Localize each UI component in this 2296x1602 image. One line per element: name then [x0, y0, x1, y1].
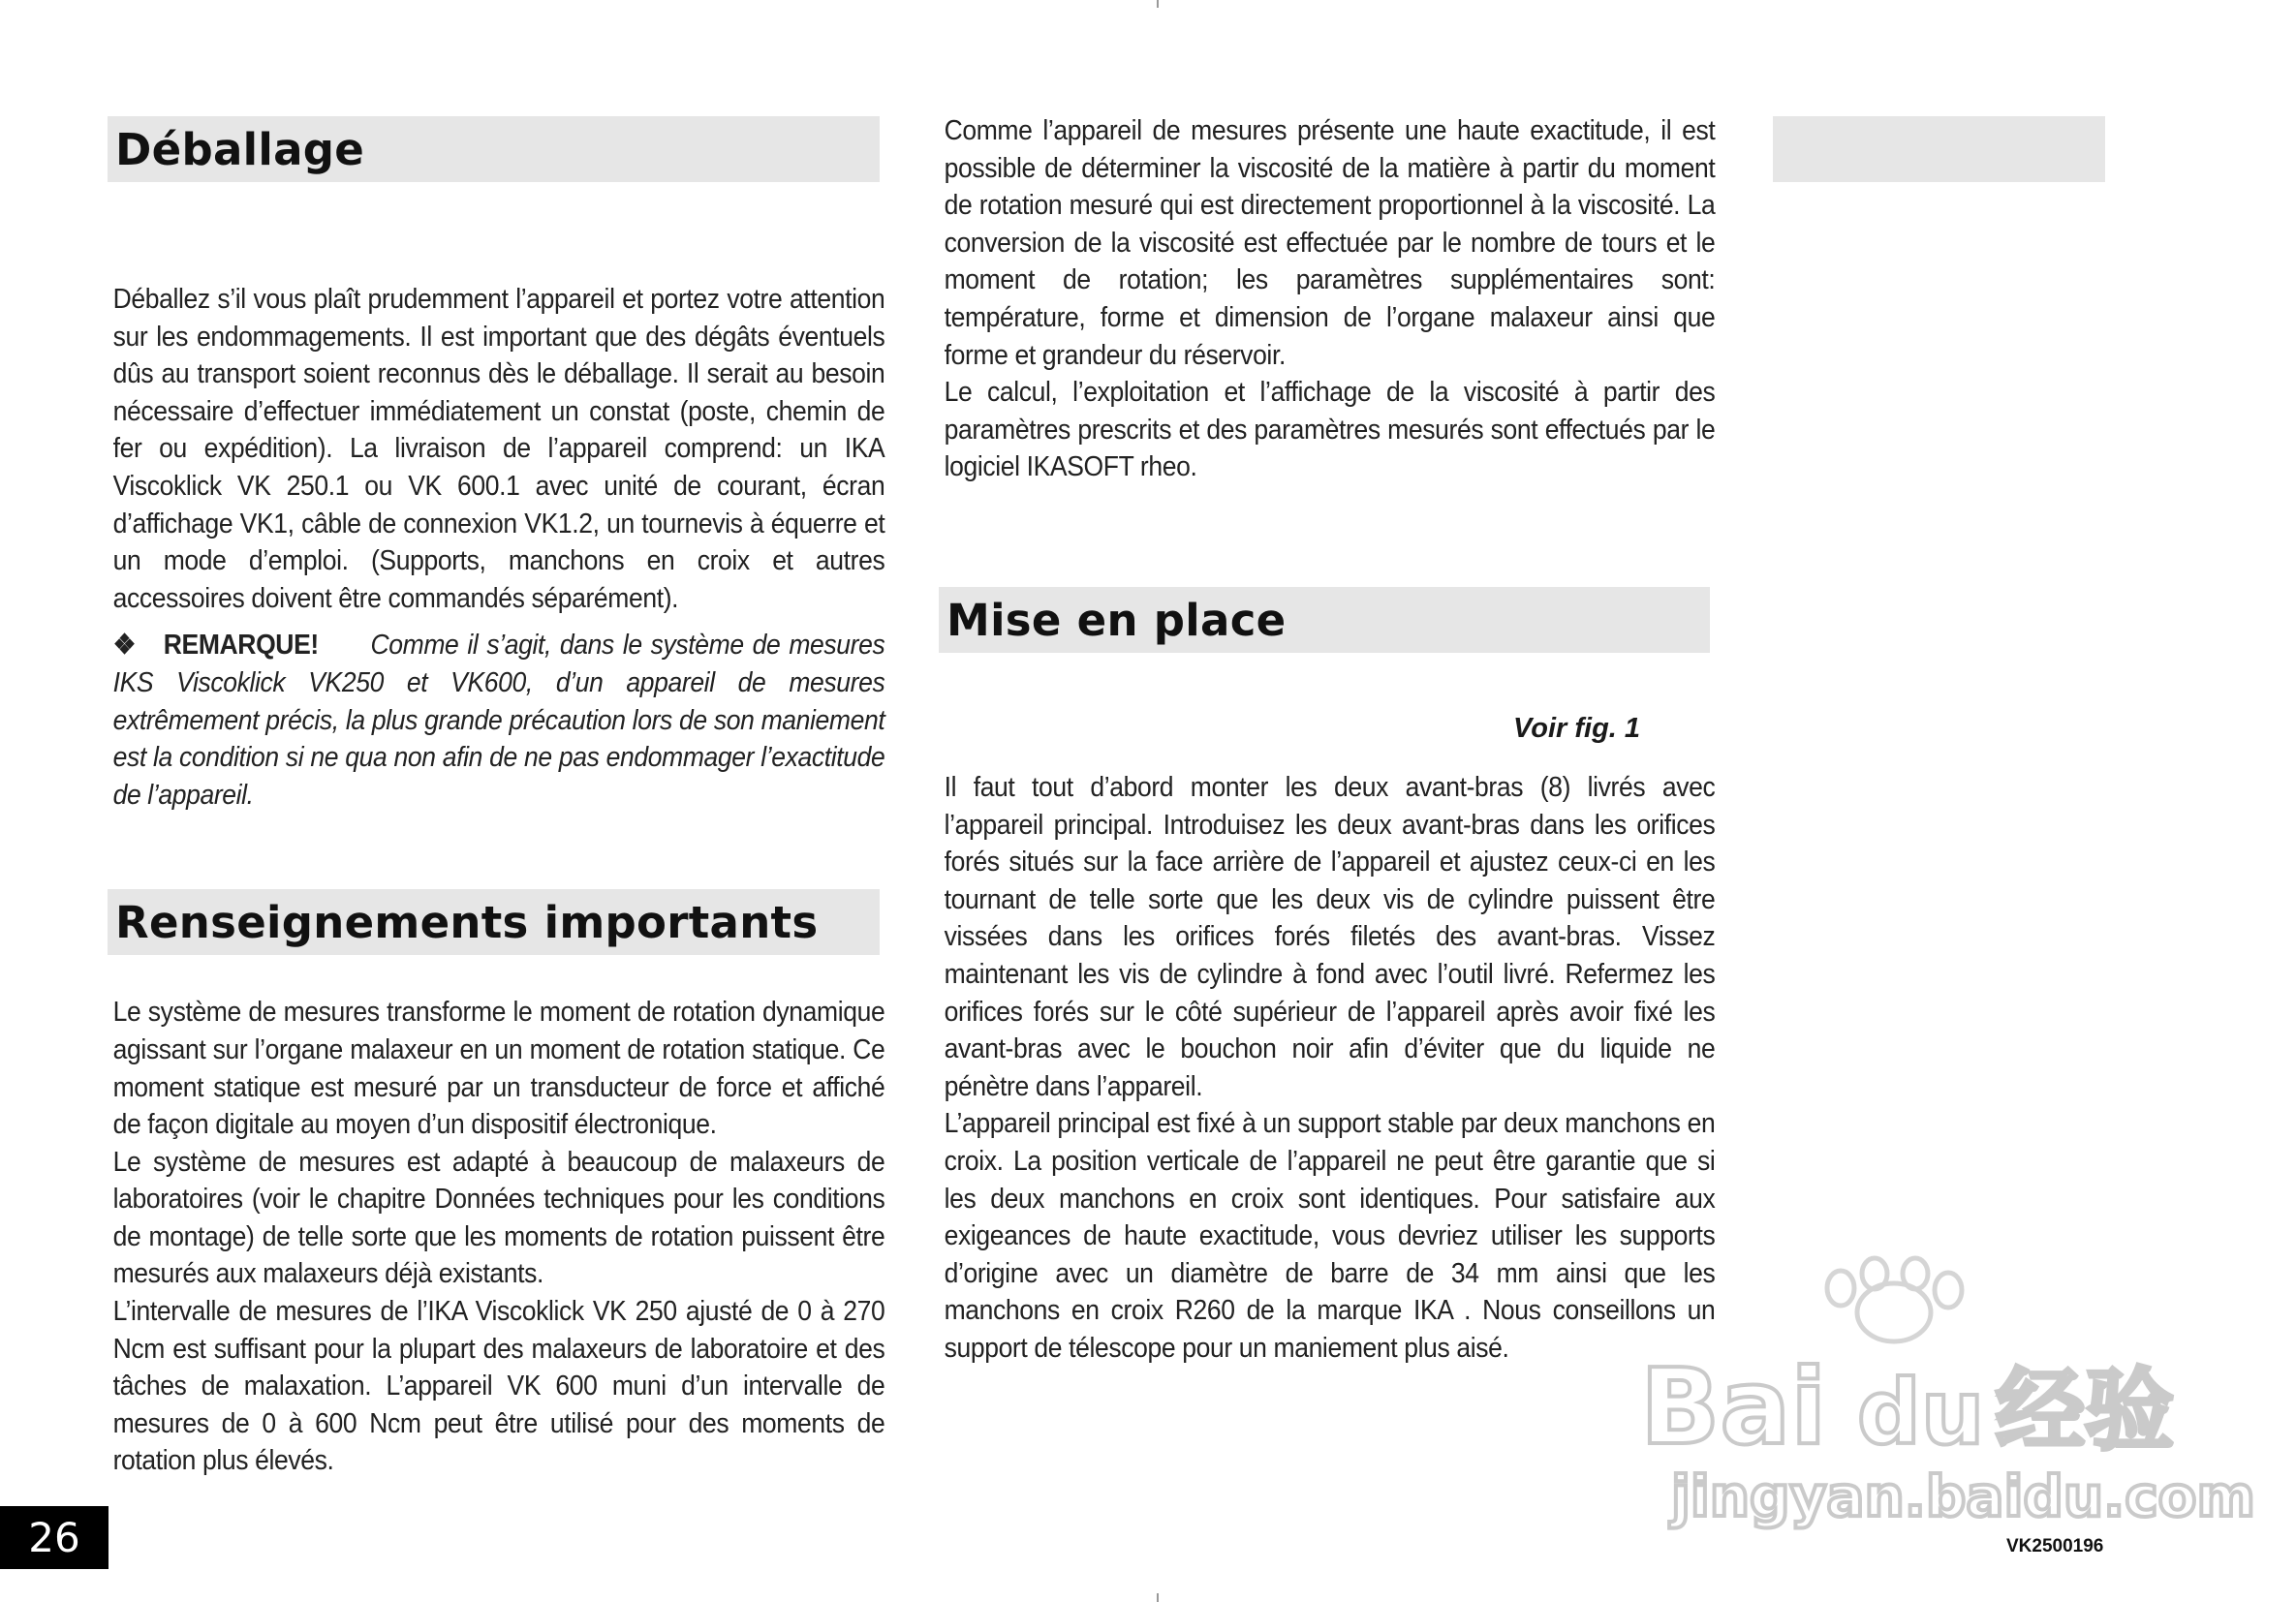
mise-en-place-section [939, 587, 1710, 653]
baidu-watermark [1632, 1259, 2255, 1530]
crop-mark-top [1157, 0, 1159, 8]
figure-reference: Voir fig. 1 [1513, 713, 1641, 744]
crop-mark-bottom [1157, 1593, 1159, 1602]
document-code: VK2500196 [2006, 1536, 2104, 1556]
remark-paragraph [108, 627, 890, 814]
svg-text:jingyan.baidu.com: jingyan.baidu.com [1671, 1463, 2255, 1529]
intro-paragraph-1: Comme l’appareil de mesures présente une haute exactitude, il est possible de déterminer la viscosité de la matière à partir du moment de rotation mesuré qui est directement proportionnel à la viscosité. La conversion de la viscosité est effectuée par le nombre de tours et le moment de rotation; les paramètres supplémentaires sont: température, forme et dimension de l’organe malaxeur ainsi que forme et grandeur du réservoir. [944, 115, 1716, 371]
renseignements-body [108, 994, 885, 1480]
margin-heading-bar [1773, 116, 2105, 182]
renseignements-paragraph-3: L’intervalle de mesures de l’IKA Viscoklick VK 250 ajusté de 0 à 270 Ncm est suffisant pour la plupart des malaxeurs de laboratoire et des tâches de malaxation. L’appareil VK 600 muni d’un intervalle de mesures de 0 à 600 Ncm peut être utilisé pour des moments de rotation plus élevés. [112, 1296, 885, 1477]
mise-en-place-paragraph-1: Il faut tout d’abord monter les deux avant-bras (8) livrés avec l’appareil principal. Introduisez les deux avant-bras dans les orifices forés situés sur la face arrière de l’appareil et ajustez ceux-ci en les tournant de telle sorte que les deux vis de cylindre puissent être vissées dans les orifices forés filetés des avant-bras. Vissez maintenant les vis de cylindre à fond avec l’outil livré. Refermez les orifices forés sur le côté supérieur de l’appareil après avoir fixé les avant-bras avec le bouchon noir afin d’éviter que du liquide ne pénètre dans l’appareil. [944, 772, 1716, 1102]
intro-paragraph-2: Le calcul, l’exploitation et l’affichage de la viscosité à partir des paramètres prescrits et des paramètres mesurés sont effectués par le logiciel IKASOFT rheo. [944, 377, 1716, 483]
mise-en-place-body [939, 769, 1716, 1368]
remark-symbol: ❖ [112, 630, 138, 662]
deballage-paragraph: Déballez s’il vous plaît prudemment l’appareil et portez votre attention sur les endommagements. Il est important que des dégâts éventuels dûs au transport soient reconnus dès le déballage. Il serait au besoin nécessaire d’effectuer immédiatement un constat (poste, chemin de fer ou expédition). La livraison de l’appareil comprend: un IKA Viscoklick VK 250.1 ou VK 600.1 avec unité de courant, écran d’affichage VK1, câble de connexion VK1.2, un tournevis à équerre et un mode d’emploi. (Supports, manchons en croix et autres accessoires doivent être commandés séparément). [112, 284, 885, 614]
section-heading-deballage: Déballage [108, 116, 880, 182]
page-number: 26 [0, 1506, 109, 1569]
svg-text:du: du [1857, 1361, 1985, 1464]
right-column [939, 112, 1716, 486]
svg-text:经验: 经验 [1996, 1359, 2175, 1463]
left-column [108, 116, 885, 1480]
renseignements-paragraph-2: Le système de mesures est adapté à beaucoup de malaxeurs de laboratoires (voir le chapitre Données techniques pour les conditions de montage) de telle sorte que les moments de rotation puissent être mesurés aux malaxeurs déjà existants. [112, 1146, 885, 1290]
section-heading-renseignements: Renseignements importants [108, 889, 880, 955]
renseignements-paragraph-1: Le système de mesures transforme le moment de rotation dynamique agissant sur l’organe malaxeur en un moment de rotation statique. Ce moment statique est mesuré par un transducteur de force et affiché de façon digitale au moyen d’un dispositif électronique. [112, 997, 885, 1141]
section-heading-mise-en-place: Mise en place [939, 587, 1710, 653]
mise-en-place-paragraph-2: L’appareil principal est fixé à un support stable par deux manchons en croix. La position verticale de l’appareil ne peut être garantie que si les deux manchons en croix sont identiques. Pour satisfaire aux exigeances de haute exactitude, vous devriez utiliser les supports d’origine avec un diamètre de barre de 34 mm ainsi que les manchons en croix R260 de la marque IKA . Nous conseillons un support de télescope pour un maniement plus aisé. [944, 1108, 1716, 1364]
svg-text:Bai: Bai [1640, 1347, 1827, 1468]
remark-label: REMARQUE! [163, 630, 319, 662]
remark-text: Comme il s’agit, dans le système de mesures IKS Viscoklick VK250 et VK600, d’un appareil de mesures extrêmement précis, la plus grande précaution lors de son maniement est la condition si ne qua non afin de ne pas endommager l’exactitude de l’appareil. [112, 630, 885, 811]
